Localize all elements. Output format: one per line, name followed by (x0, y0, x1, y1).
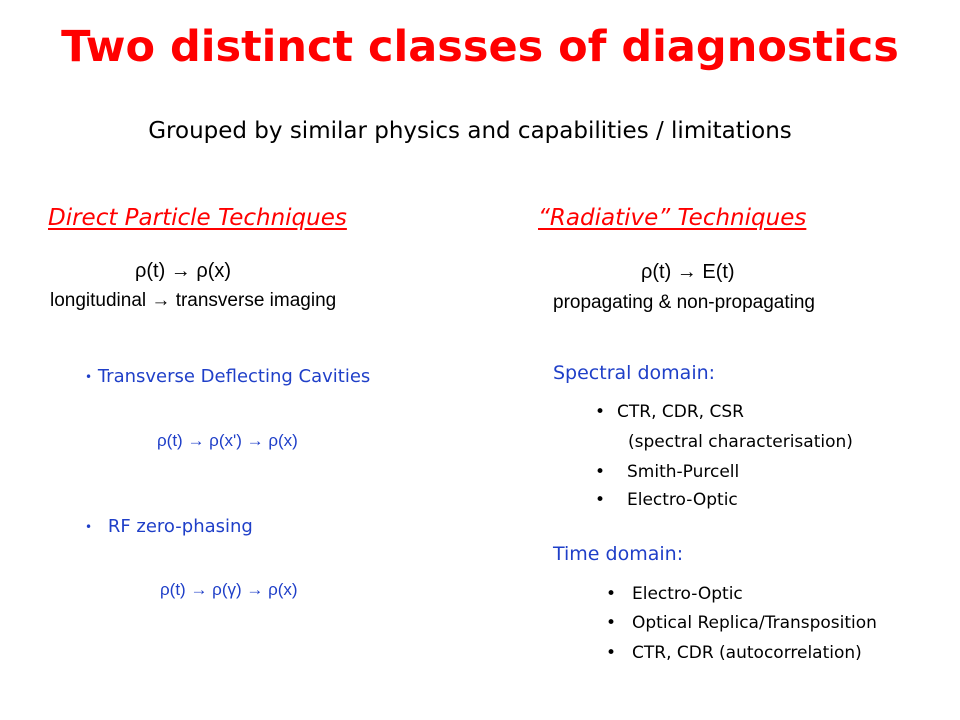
bullet-icon: • (606, 584, 617, 604)
rf-formula: ρ(t) → ρ(γ) → ρ(x) (160, 580, 298, 599)
bullet-icon: • (606, 613, 617, 633)
slide-subtitle: Grouped by similar physics and capabilities / limitations (148, 118, 792, 144)
spectral-item: • Smith-Purcell (595, 462, 740, 482)
spectral-domain-label: Spectral domain: (553, 362, 716, 384)
bullet-icon: • (595, 462, 606, 482)
bullet-icon: • (595, 490, 606, 510)
bullet-icon: • (85, 520, 93, 534)
bullet-icon: • (85, 370, 93, 384)
time-item: • Electro-Optic (606, 584, 743, 604)
bullet-icon: • (595, 402, 606, 422)
time-item: • CTR, CDR (autocorrelation) (606, 643, 862, 663)
tdc-item (85, 366, 370, 387)
direct-caption: longitudinal → transverse imaging (50, 290, 337, 311)
spectral-item-note: (spectral characterisation) (628, 432, 853, 452)
direct-techniques-heading: Direct Particle Techniques (48, 205, 347, 231)
radiative-caption: propagating & non-propagating (553, 292, 815, 313)
time-item: • Optical Replica/Transposition (606, 613, 877, 633)
direct-formula: ρ(t) → ρ(x) (135, 260, 232, 282)
time-domain-label: Time domain: (553, 543, 684, 565)
slide-title: Two distinct classes of diagnostics (61, 22, 899, 72)
bullet-icon: • (606, 643, 617, 663)
tdc-label: Transverse Deflecting Cavities (97, 366, 371, 387)
radiative-formula: ρ(t) → E(t) (641, 261, 735, 283)
rf-item (85, 516, 253, 537)
spectral-item: • Electro-Optic (595, 490, 738, 510)
spectral-item: • CTR, CDR, CSR (595, 402, 744, 422)
rf-label: RF zero-phasing (107, 516, 253, 537)
radiative-techniques-heading: “Radiative” Techniques (538, 205, 807, 231)
tdc-formula: ρ(t) → ρ(x') → ρ(x) (157, 431, 298, 450)
